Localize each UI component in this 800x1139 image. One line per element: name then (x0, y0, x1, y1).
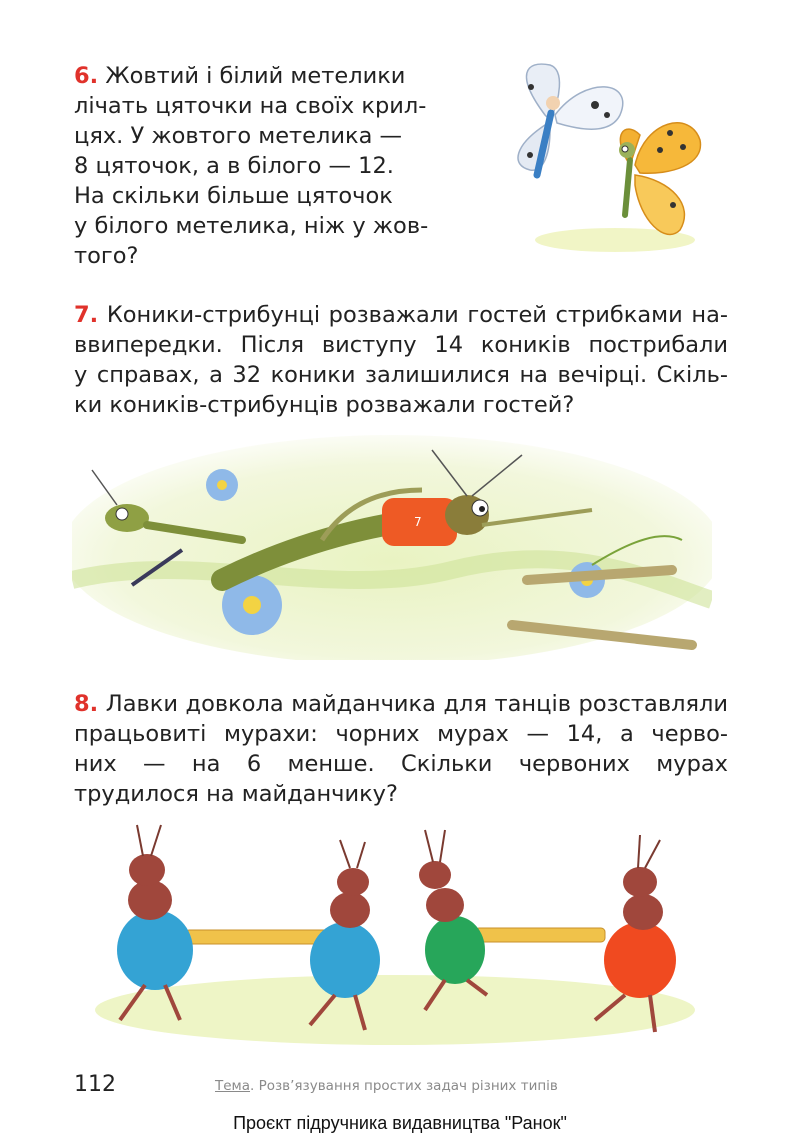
task-8-line-4: трудилося на майданчику? (74, 781, 398, 807)
task-6-text (74, 61, 454, 271)
white-butterfly (518, 64, 623, 175)
task-6-line-2: лічать цяточки на своїх крил- (74, 93, 427, 119)
forget-me-not-flower-top (206, 469, 238, 501)
task-6-line-7: того? (74, 243, 139, 269)
bench-right (475, 928, 605, 942)
task-7-line-2: ввипередки. Після виступу 14 коників пострибали (74, 332, 728, 358)
task-7-line-3: у справах, а 32 коники залишилися на вечірці. Скіль- (74, 362, 728, 388)
task-6-number: 6. (74, 63, 99, 89)
topic-text: . Розв’язування простих задач різних типів (250, 1078, 558, 1094)
task-8-text (74, 689, 728, 809)
task-6-line-1: Жовтий і білий метелики (105, 63, 406, 89)
ants-illustration (95, 820, 695, 1050)
task-7-text (74, 300, 728, 420)
topic-line (215, 1078, 558, 1094)
bench-left (185, 930, 335, 944)
task-7-line-4: ки коників-стрибунців розважали гостей? (74, 392, 575, 418)
task-6-line-3: цях. У жовтого метелика — (74, 123, 403, 149)
topic-label: Тема (215, 1078, 251, 1094)
page-footer (0, 1072, 800, 1102)
task-8-number: 8. (74, 691, 99, 717)
grasshoppers-illustration (72, 430, 712, 660)
task-8-line-3: них — на 6 менше. Скільки червоних мурах (74, 751, 728, 777)
yellow-butterfly (619, 123, 700, 235)
jersey-number: 7 (414, 515, 422, 529)
butterflies-illustration (495, 55, 710, 255)
task-6-line-4: 8 цяточок, а в білого — 12. (74, 153, 394, 179)
task-8-line-2: працьовиті мурахи: чорних мурах — 14, а черво- (74, 721, 728, 747)
project-caption: Проєкт підручника видавництва "Ранок" (233, 1113, 567, 1133)
meadow-background (72, 435, 712, 660)
task-8-line-1: Лавки довкола майданчика для танців розставляли (105, 691, 728, 717)
task-7-line-1: Коники-стрибунці розважали гостей стрибками на- (106, 302, 728, 328)
task-6-line-6: у білого метелика, ніж у жов- (74, 213, 429, 239)
page-number: 112 (74, 1072, 116, 1097)
task-7-number: 7. (74, 302, 99, 328)
task-6-line-5: На скільки більше цяточок (74, 183, 393, 209)
